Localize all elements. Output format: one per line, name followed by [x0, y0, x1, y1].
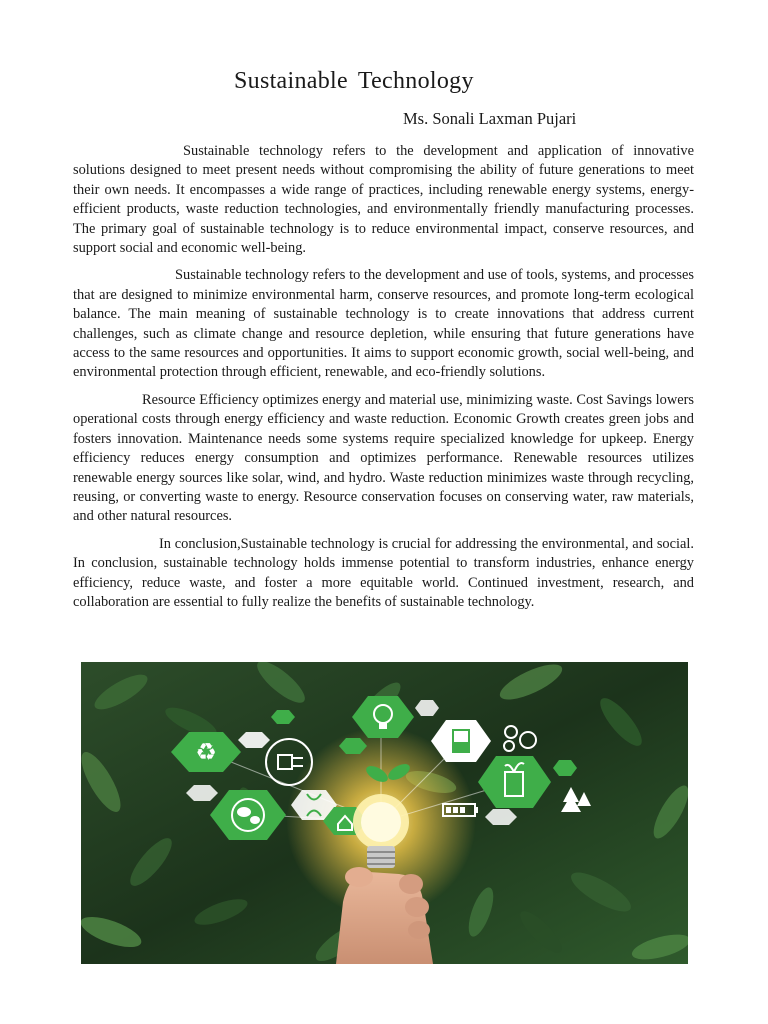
- paragraph-1: Sustainable technology refers to the development and application of innovative solutions designed to meet present needs without compromising the ability of future generations to meet their own needs. It encompasses a wide range of practices, including renewable energy systems, energy-efficient products, waste reduction technologies, and environmentally friendly manufacturing processes. The primary goal of sustainable technology is to reduce environmental impact, conserve resources, and support social and economic well-being.: [73, 143, 694, 257]
- paragraph-4: In conclusion,Sustainable technology is crucial for addressing the environmental, and social. In conclusion, sustainable technology holds immense potential to transform industries, enhance energy efficiency, reduce waste, and foster a more equitable world. Continued investment, research, and collaboration are essential to fully realize the benefits of sustainable technology.: [73, 535, 694, 610]
- author-name: Ms. Sonali Laxman Pujari: [403, 109, 577, 128]
- document-title: Sustainable Technology: [234, 68, 474, 94]
- paragraph-2: Sustainable technology refers to the development and use of tools, systems, and processes that are designed to minimize environmental harm, conserve resources, and promote long-term ecological balance. The main meaning of sustainable technology is to create innovations that address current challenges, such as climate change and resource depletion, while ensuring that future generations have access to the same resources and opportunities. It aims to support economic growth, social well-being, and environmental protection through efficient, renewable, and eco-friendly solutions.: [73, 267, 694, 381]
- sustainable-tech-illustration: [81, 662, 688, 964]
- paragraph-3: Resource Efficiency optimizes energy and material use, minimizing waste. Cost Savings lowers operational costs through energy efficiency and waste reduction. Economic Growth creates green jobs and fosters innovation. Maintenance needs some systems require specialized knowledge for upkeep. Energy efficiency reduces energy consumption and optimizes performance. Renewable resources utilizes renewable energy sources like solar, wind, and hydro. Waste reduction minimizes waste through recycling, reusing, or converting waste to energy. Resource conservation focuses on conserving water, raw materials, and other natural resources.: [73, 391, 694, 525]
- svg-text:♻: ♻: [195, 738, 217, 766]
- document-body: [73, 142, 694, 620]
